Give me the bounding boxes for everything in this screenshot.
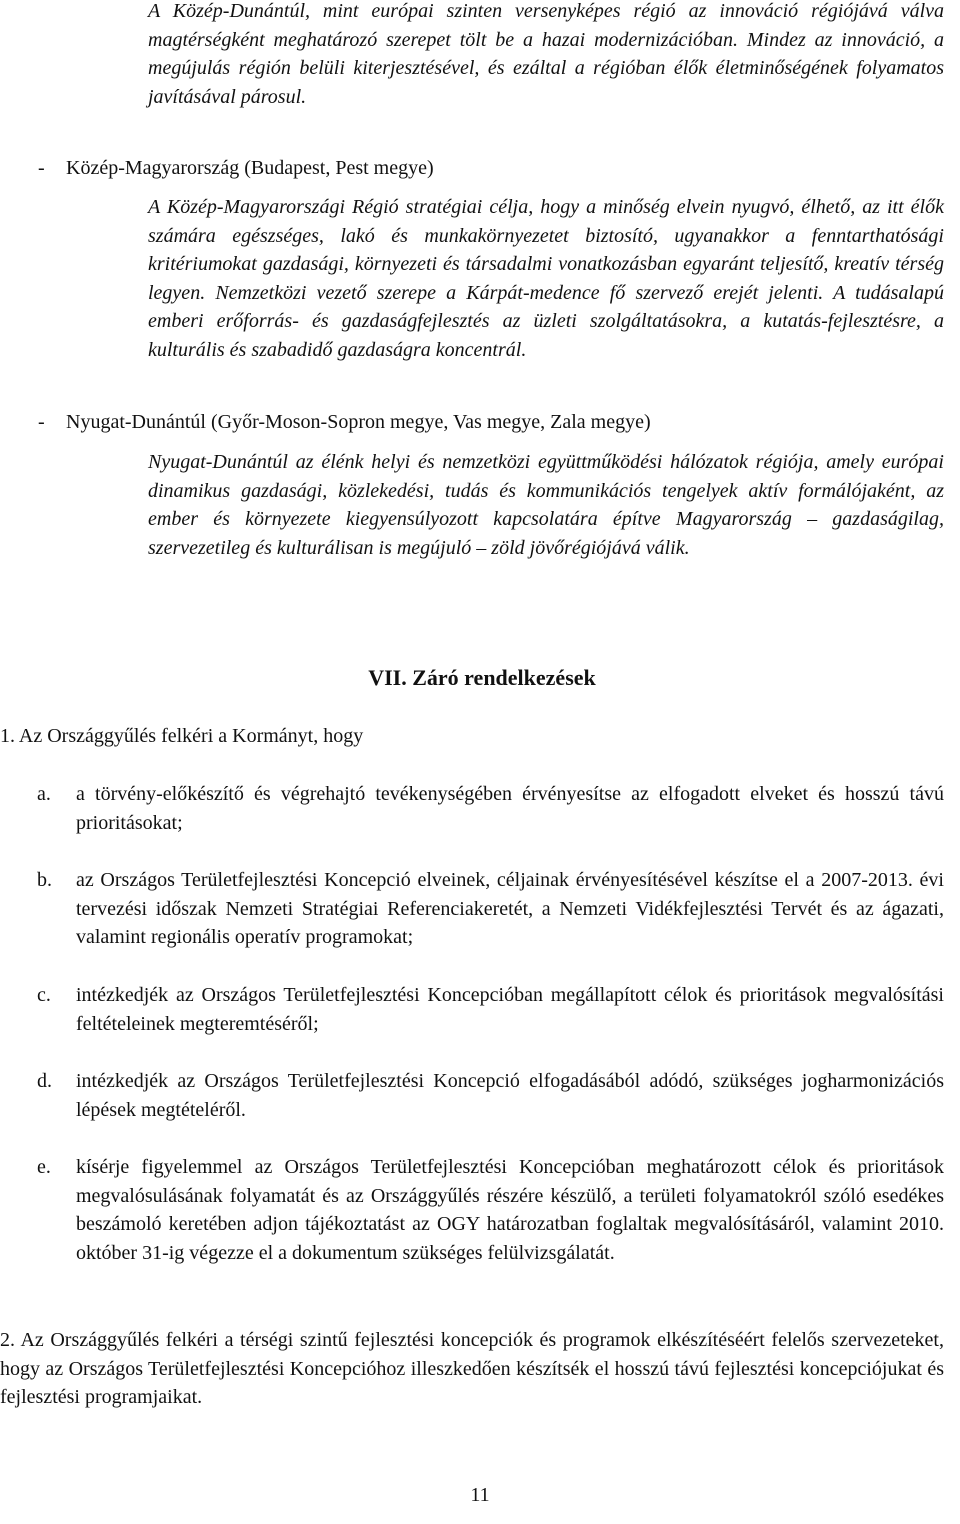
dash-marker: -: [38, 411, 45, 433]
list-item-c: [0, 981, 944, 1041]
list-marker: a.: [37, 783, 51, 805]
list-item-e: [0, 1153, 944, 1303]
list-marker: b.: [37, 869, 52, 891]
nyugat-dunantul-paragraph: Nyugat-Dunántúl az élénk helyi és nemzetközi együttműködési hálózatok régiója, amely európai dinamikus gazdasági, közlekedési, tudás és kommunikációs tengelyek aktív formálójaként, az ember és környezete kiegyensúlyozott kapcsolatára építve Magyarország – gazdaságilag, szervezetileg és kulturálisan is megújuló – zöld jövőrégiójává válik.: [148, 451, 944, 559]
page-number: 11: [470, 1484, 490, 1506]
list-marker: d.: [37, 1070, 52, 1092]
point-2-paragraph: 2. Az Országgyűlés felkéri a térségi szintű fejlesztési koncepciók és programok elkészítéséért felelős szervezeteket, hogy az Országos Területfejlesztési Koncepcióhoz illeszkedően készítsék el hosszú távú fejlesztési koncepciójukat és fejlesztési programjaikat.: [0, 1329, 944, 1409]
section-heading: VII. Záró rendelkezések: [368, 665, 596, 690]
list-item-text: intézkedjék az Országos Területfejlesztési Koncepcióban megállapított célok és prioritások megvalósítási feltételeinek megteremtéséről;: [76, 984, 944, 1035]
list-item-b: [0, 866, 944, 956]
list-item-text: kísérje figyelemmel az Országos Területfejlesztési Koncepcióban meghatározott célok és prioritások megvalósulásának folyamatát és az Országgyűlés részére készülő, a területi folyamatokról szóló esedékes beszámoló keretében adjon tájékoztatást az OGY határozatban foglaltak megvalósításáról, valamint 2010. október 31-ig végezze el a dokumentum szükséges felülvizsgálatát.: [76, 1156, 944, 1264]
kozep-dunantul-paragraph: A Közép-Dunántúl, mint európai szinten versenyképes régió az innováció régiójává válva magtérségként meghatározó szerepet tölt be a hazai modernizációban. Mindez az innováció, a megújulás régión belüli kiterjesztésével, és ezáltal a régióban élők életminőségének folyamatos javításával párosul.: [148, 0, 944, 108]
list-item-text: a törvény-előkészítő és végrehajtó tevékenységében érvényesítse az elfogadott elveket és hosszú távú prioritásokat;: [76, 783, 944, 834]
list-item-a: [0, 780, 944, 840]
list-marker: e.: [37, 1156, 51, 1178]
kozep-magyarorszag-paragraph: A Közép-Magyarországi Régió stratégiai célja, hogy a minőség elvein nyugvó, élhető, az itt élők számára egészséges, lakó és munkakörnyezetet biztosító, ugyanakkor a fenntarthatósági kritériumokat gazdasági, környezeti és társadalmi vonatkozásban egyaránt teljesítő, kreatív térség legyen. Nemzetközi vezető szerepe a Kárpát-medence fő szervező erejét jelenti. A tudásalapú emberi erőforrás- és gazdaságfejlesztés az üzleti szolgáltatásokra, a kutatás-fejlesztésre, a kulturális és szabadidő gazdaságra koncentrál.: [148, 196, 944, 361]
nyugat-dunantul-heading: [0, 408, 651, 437]
list-item-text: az Országos Területfejlesztési Koncepció elveinek, céljainak érvényesítésével készítse el a 2007-2013. évi tervezési időszak Nemzeti Stratégiai Referenciakeretét, a Nemzeti Vidékfejlesztési Tervét és az ágazati, valamint regionális operatív programokat;: [76, 869, 944, 949]
region-title: Közép-Magyarország (Budapest, Pest megye): [66, 157, 434, 179]
point-1-intro: 1. Az Országgyűlés felkéri a Kormányt, hogy: [0, 725, 364, 747]
list-item-text: intézkedjék az Országos Területfejlesztési Koncepció elfogadásából adódó, szükséges jogharmonizációs lépések megtételéről.: [76, 1070, 944, 1121]
dash-marker: -: [38, 157, 45, 179]
kozep-magyarorszag-heading: [0, 154, 434, 183]
list-marker: c.: [37, 984, 51, 1006]
region-title: Nyugat-Dunántúl (Győr-Moson-Sopron megye, Vas megye, Zala megye): [66, 411, 651, 433]
list-item-d: [0, 1067, 944, 1127]
